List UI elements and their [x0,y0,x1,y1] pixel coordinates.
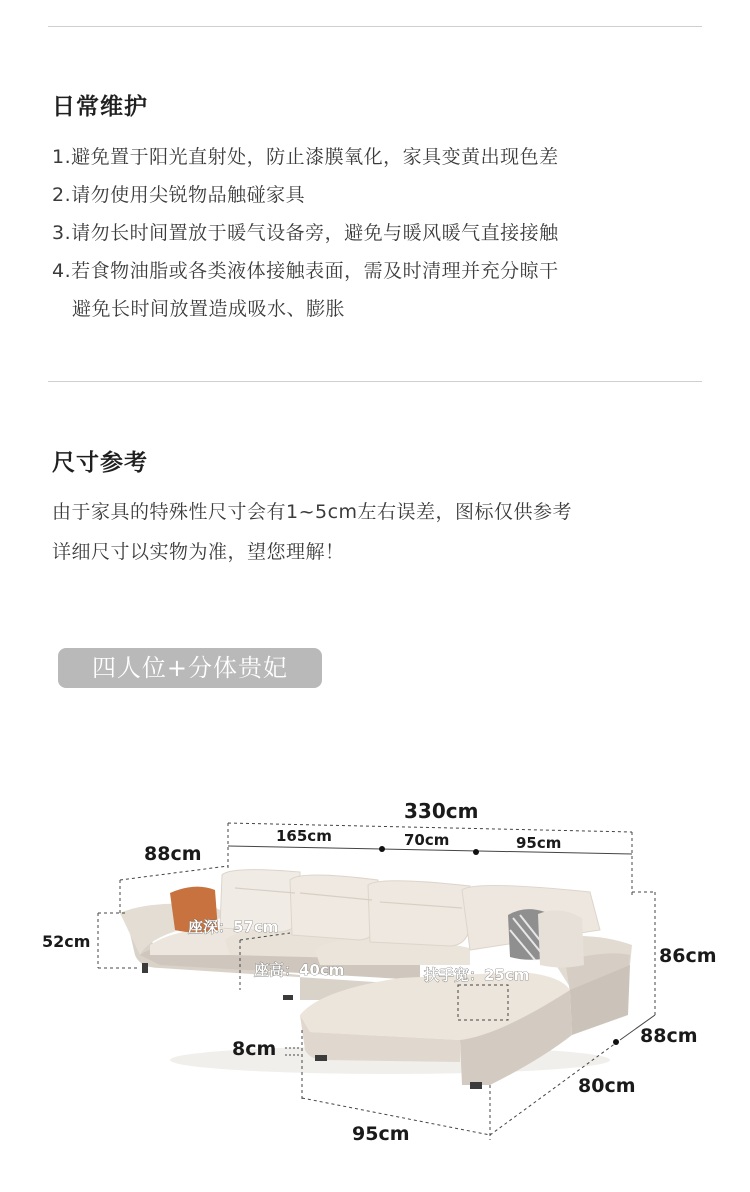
dim-chaise-side: 80cm [578,1075,636,1097]
dim-seat-depth: 座深：57cm [188,918,279,936]
dim-total-width: 330cm [404,799,479,823]
model-label: 四人位+分体贵妃 [58,648,322,688]
dim-dot [379,846,385,852]
care-line-5: 避免长时间放置造成吸水、膨胀 [72,298,346,320]
dim-seg2: 70cm [404,831,450,849]
dim-chaise-width: 95cm [352,1123,410,1145]
dim-back-height: 86cm [659,945,717,967]
care-line-3: 3.请勿长时间置放于暖气设备旁，避免与暖风暖气直接接触 [52,222,559,244]
size-title: 尺寸参考 [52,450,148,476]
care-title: 日常维护 [52,94,148,120]
dim-armrest-width: 扶手宽：25cm [424,966,530,984]
dim-chaise-depth: 88cm [640,1025,698,1047]
dim-dot [473,849,479,855]
dim-leg-height: 8cm [232,1038,277,1060]
dim-dot [613,1039,619,1045]
size-line-1: 由于家具的特殊性尺寸会有1~5cm左右误差，图标仅供参考 [52,501,573,523]
dim-seg1: 165cm [276,827,332,845]
size-line-2: 详细尺寸以实物为准，望您理解！ [52,541,345,563]
dim-depth: 88cm [144,843,202,865]
care-line-2: 2.请勿使用尖锐物品触碰家具 [52,184,306,206]
care-line-1: 1.避免置于阳光直射处，防止漆膜氧化，家具变黄出现色差 [52,146,559,168]
sofa-illustration [120,870,632,1089]
care-line-4: 4.若食物油脂或各类液体接触表面，需及时清理并充分晾干 [52,260,559,282]
dim-arm-height: 52cm [42,932,91,951]
dim-seg3: 95cm [516,834,562,852]
dim-seat-height: 座高：40cm [254,961,345,979]
